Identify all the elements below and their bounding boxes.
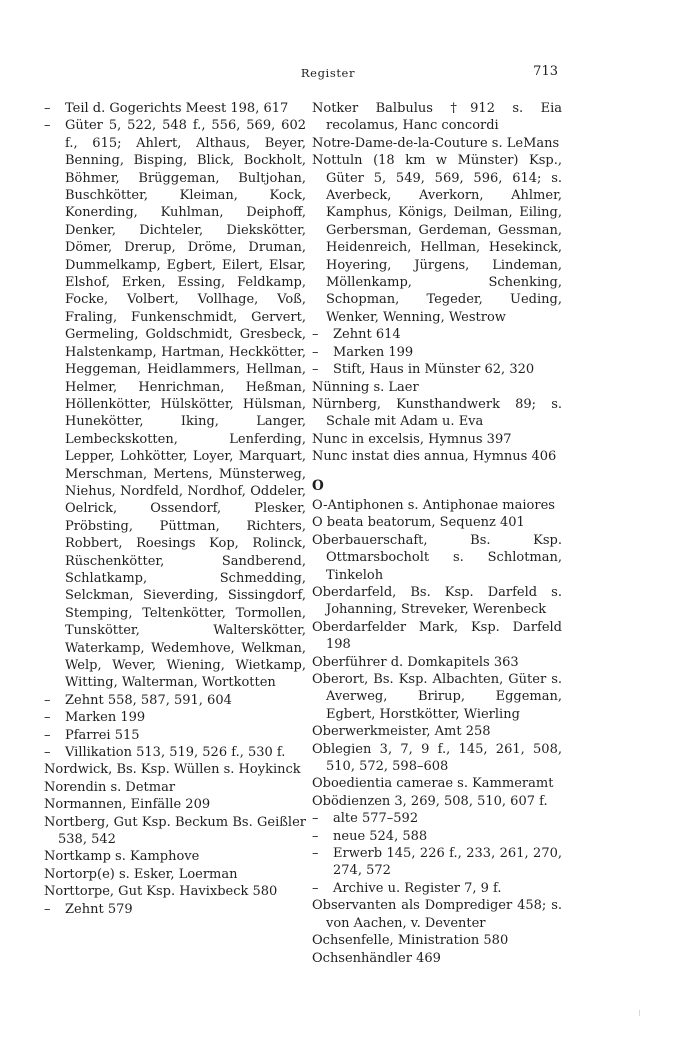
entry-text: Nunc instat dies annua, Hymnus 406: [312, 449, 557, 465]
entry-text: O beata beatorum, Sequenz 401: [312, 515, 525, 531]
index-entry: [312, 775, 562, 792]
index-entry: [312, 932, 562, 949]
subentry-dash: –: [44, 118, 51, 134]
index-subentry: [312, 344, 562, 361]
index-subentry: [44, 901, 306, 918]
entry-text: Marken 199: [65, 710, 146, 726]
subentry-dash: –: [44, 727, 51, 743]
entry-text: Güter 5, 522, 548 f., 556, 569, 602 f., 615; Ahlert, Althaus, Beyer, Benning, Bisping, Blick, Bockholt, Böhmer, Brüggeman, Bultjohan, Buschkötter, Kleiman, Kock, Konerding, Kuhlman, Deiphoff, Denker, Dichteler, Diekskötter, Dömer, Drerup, Dröme, Druman, Dummelkamp, Egbert, Eilert, Elsar, Elshof, Erken, Essing, Feldkamp, Focke, Volbert, Vollhage, Voß, Fraling, Funkenschmidt, Gervert, Germeling, Goldschmidt, Gresbeck, Halstenkamp, Hartman, Heckkötter, Heggeman, Heidlammers, Hellman, Helmer, Henrichman, Heßman, Höllenkötter, Hülskötter, Hülsman, Hunekötter, Iking, Langer, Lembeckskotten, Lenferding, Lepper, Lohkötter, Loyer, Marquart, Merschman, Mertens, Münsterweg, Niehus, Nordfeld, Nordhof, Oddeler, Oelrick, Ossendorf, Plesker, Pröbsting, Püttman, Richters, Robbert, Roesings Kop, Rolinck, Rüschenkötter, Sandberend, Schlatkamp, Schmedding, Selckman, Sieverding, Sissingdorf, Stemping, Teltenkötter, Tormollen, Tunskötter, Walterskötter, Waterkamp, Wedemhove, Welkman, Welp, Wever, Wiening, Wietkamp, Witting, Walterman, Wortkotten: [65, 118, 306, 691]
index-entry: [312, 431, 562, 448]
index-entry: [312, 532, 562, 584]
index-subentry: [44, 692, 306, 709]
subentry-dash: –: [44, 745, 51, 761]
index-subentry: [44, 727, 306, 744]
entry-text: Nortberg, Gut Ksp. Beckum Bs. Geißler 538, 542: [44, 814, 306, 848]
entry-text: Norttorpe, Gut Ksp. Havixbeck 580: [44, 884, 278, 900]
running-title: Register: [300, 66, 356, 80]
index-subentry: [44, 744, 306, 761]
index-subentry: [312, 810, 562, 827]
index-entry: [312, 396, 562, 431]
index-entry: [312, 100, 562, 135]
subentry-dash: –: [312, 846, 319, 862]
entry-text: alte 577–592: [333, 811, 419, 827]
entry-text: Archive u. Register 7, 9 f.: [333, 880, 502, 896]
entry-text: neue 524, 588: [333, 828, 428, 844]
entry-text: Ochsenhändler 469: [312, 950, 441, 966]
index-entry: [44, 796, 306, 813]
index-entry: [312, 741, 562, 776]
entry-text: Nünning s. Laer: [312, 379, 419, 395]
subentry-dash: –: [312, 327, 319, 343]
entry-text: Oberort, Bs. Ksp. Albachten, Güter s. Averweg, Brirup, Eggeman, Egbert, Horstkötter, Wierling: [312, 672, 562, 722]
index-entry: [44, 761, 306, 778]
index-entry: [312, 619, 562, 654]
page-number: 713: [533, 64, 558, 79]
index-entry: [312, 152, 562, 326]
entry-text: Norendin s. Detmar: [44, 779, 176, 795]
entry-text: Notker Balbulus †912 s. Eia recolamus, Hanc concordi: [312, 101, 562, 134]
index-entry: [44, 848, 306, 865]
entry-text: Oberdarfelder Mark, Ksp. Darfeld 198: [312, 619, 562, 653]
subentry-dash: –: [44, 901, 51, 917]
entry-text: Nottuln (18 km w Münster) Ksp., Güter 5, 549, 569, 596, 614; s. Averbeck, Averkorn, Ahlmer, Kamphus, Königs, Deilman, Eiling, Gerbersman, Gerdeman, Gessman, Heidenreich, Hellman, Hesekinck, Hoyering, Jürgens, Lindeman, Möllenkamp, Schenking, Schopman, Tegeder, Ueding, Wenker, Wenning, Westrow: [312, 153, 562, 325]
index-subentry: [312, 845, 562, 880]
index-entry: [44, 866, 306, 883]
index-section-o: [312, 497, 562, 967]
entry-text: Oberwerkmeister, Amt 258: [312, 724, 491, 740]
entry-text: Pfarrei 515: [65, 727, 140, 743]
entry-text: Nordwick, Bs. Ksp. Wüllen s. Hoykinck: [44, 762, 301, 778]
index-entry: [312, 654, 562, 671]
entry-text: Erwerb 145, 226 f., 233, 261, 270, 274, 572: [333, 846, 562, 879]
index-subentry: [44, 709, 306, 726]
index-entry: [44, 814, 306, 849]
index-entry: [312, 135, 562, 152]
index-subentry: [44, 117, 306, 691]
entry-text: Obödienzen 3, 269, 508, 510, 607 f.: [312, 793, 548, 809]
section-letter-heading: O: [312, 477, 324, 494]
subentry-dash: –: [312, 811, 319, 827]
entry-text: Nortorp(e) s. Esker, Loerman: [44, 866, 238, 882]
entry-text: Zehnt 614: [333, 327, 401, 343]
index-entry: [312, 671, 562, 723]
index-entry: [312, 897, 562, 932]
entry-text: Oberführer d. Domkapitels 363: [312, 654, 519, 670]
entry-text: Normannen, Einfälle 209: [44, 797, 211, 813]
subentry-dash: –: [312, 362, 319, 378]
index-subentry: [44, 100, 306, 117]
entry-text: Observanten als Domprediger 458; s. von Aachen, v. Deventer: [312, 898, 562, 931]
entry-text: Teil d. Gogerichts Meest 198, 617: [65, 101, 289, 116]
subentry-dash: –: [44, 710, 51, 726]
index-entry: [312, 950, 562, 967]
index-section-n-continued: [312, 100, 562, 466]
index-subentry: [312, 361, 562, 378]
index-subentry: [312, 326, 562, 343]
entry-text: Ochsenfelle, Ministration 580: [312, 933, 509, 949]
entry-text: Zehnt 579: [65, 901, 133, 917]
entry-text: Marken 199: [333, 344, 414, 360]
entry-text: Zehnt 558, 587, 591, 604: [65, 692, 232, 708]
index-entry: [312, 723, 562, 740]
index-column-right: [312, 100, 562, 967]
entry-text: Oberbauerschaft, Bs. Ksp. Ottmarsbocholt s. Schlotman, Tinkeloh: [312, 532, 562, 583]
entry-text: Nürnberg, Kunsthandwerk 89; s. Schale mit Adam u. Eva: [312, 396, 562, 430]
entry-text: Notre-Dame-de-la-Couture s. LeMans: [312, 135, 560, 151]
index-subentry: [312, 828, 562, 845]
subentry-dash: –: [44, 101, 51, 116]
entry-text: Nunc in excelsis, Hymnus 397: [312, 431, 512, 447]
index-entry: [312, 448, 562, 465]
subentry-dash: –: [312, 880, 319, 896]
entry-text: Stift, Haus in Münster 62, 320: [333, 362, 535, 378]
index-entry: [44, 883, 306, 900]
index-entry: [312, 793, 562, 810]
entry-text: Oboedientia camerae s. Kammeramt: [312, 776, 554, 792]
entry-text: O-Antiphonen s. Antiphonae maiores: [312, 497, 555, 513]
index-entry: [312, 497, 562, 514]
index-entry: [312, 514, 562, 531]
index-subentry: [312, 880, 562, 897]
page-header: [0, 62, 700, 82]
subentry-dash: –: [312, 828, 319, 844]
subentry-dash: –: [44, 692, 51, 708]
entry-text: Oblegien 3, 7, 9 f., 145, 261, 508, 510, 572, 598–608: [312, 741, 562, 775]
entry-text: Nortkamp s. Kamphove: [44, 849, 200, 865]
index-entry: [44, 779, 306, 796]
subentry-dash: –: [312, 344, 319, 360]
scan-mark: [639, 1010, 640, 1016]
index-entry: [312, 379, 562, 396]
index-entry: [312, 584, 562, 619]
entry-text: Villikation 513, 519, 526 f., 530 f.: [65, 745, 286, 761]
index-column-left: [44, 100, 306, 918]
entry-text: Oberdarfeld, Bs. Ksp. Darfeld s. Johanning, Streveker, Werenbeck: [312, 584, 562, 618]
